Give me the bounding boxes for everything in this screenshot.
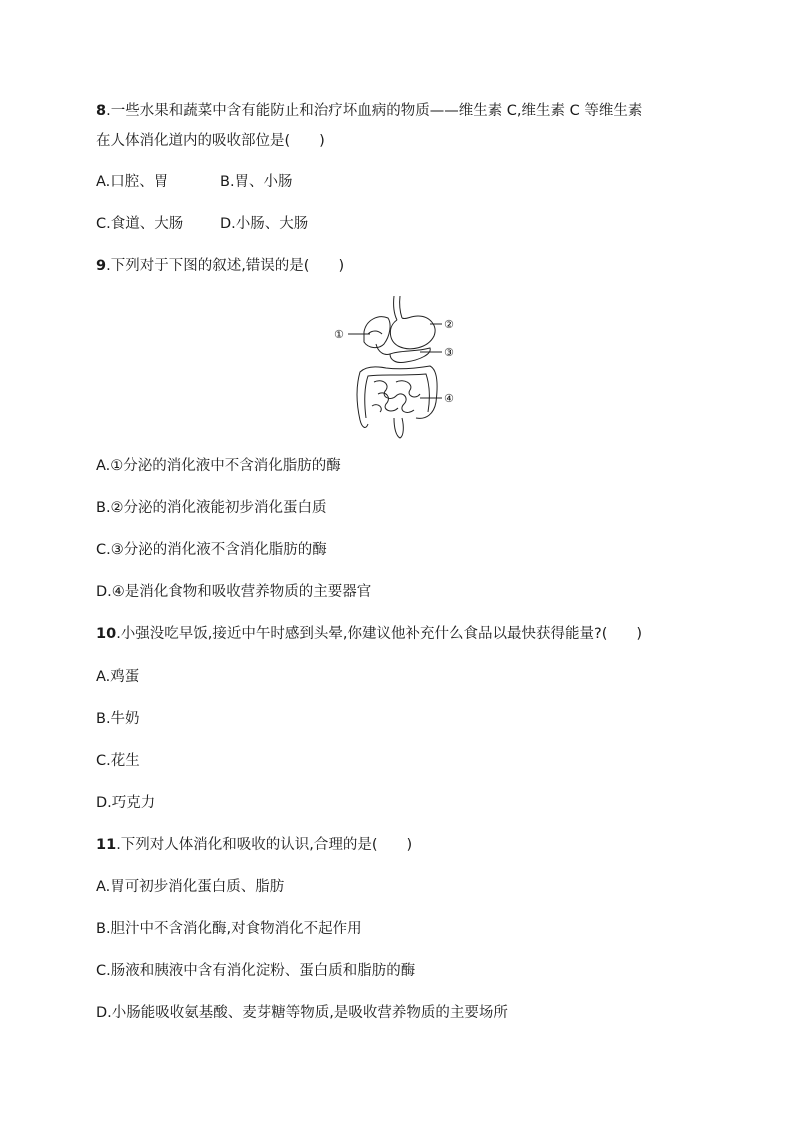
question-11-option-c[interactable]: C.肠液和胰液中含有消化淀粉、蛋白质和脂肪的酶 [96, 963, 416, 979]
question-number: 9 [96, 258, 107, 274]
question-stem-text: .下列对人体消化和吸收的认识,合理的是( ) [116, 837, 413, 853]
question-10-stem [96, 624, 642, 644]
question-8-stem-line-2: 在人体消化道内的吸收部位是( ) [96, 133, 325, 149]
question-number: 10 [96, 626, 117, 642]
figure-label-2: ② [444, 318, 454, 331]
question-10-option-b[interactable]: B.牛奶 [96, 711, 140, 727]
figure-label-1: ① [334, 328, 344, 341]
question-10-option-c[interactable]: C.花生 [96, 753, 140, 769]
figure-label-4: ④ [444, 392, 454, 405]
question-number: 11 [96, 837, 117, 853]
question-11-option-d[interactable]: D.小肠能吸收氨基酸、麦芽糖等物质,是吸收营养物质的主要场所 [96, 1005, 508, 1021]
question-stem-text: .小强没吃早饭,接近中午时感到头晕,你建议他补充什么食品以最快获得能量?( ) [116, 626, 643, 642]
question-11-option-b[interactable]: B.胆汁中不含消化酶,对食物消化不起作用 [96, 921, 362, 937]
question-10-option-a[interactable]: A.鸡蛋 [96, 669, 140, 685]
question-9-stem [96, 256, 344, 276]
question-11-option-a[interactable]: A.胃可初步消化蛋白质、脂肪 [96, 879, 285, 895]
question-stem-text: .下列对于下图的叙述,错误的是( ) [106, 258, 345, 274]
figure-label-3: ③ [444, 346, 454, 359]
question-9-option-d[interactable]: D.④是消化食物和吸收营养物质的主要器官 [96, 584, 372, 600]
question-8-option-a[interactable]: A.口腔、胃 [96, 174, 169, 190]
question-9-option-b[interactable]: B.②分泌的消化液能初步消化蛋白质 [96, 500, 327, 516]
question-9-option-a[interactable]: A.①分泌的消化液中不含消化脂肪的酶 [96, 458, 341, 474]
question-11-stem [96, 835, 412, 855]
question-number: 8 [96, 103, 107, 119]
digestive-system-diagram [330, 290, 465, 440]
question-8-option-d[interactable]: D.小肠、大肠 [220, 216, 309, 232]
question-8-option-c[interactable]: C.食道、大肠 [96, 216, 184, 232]
question-8-stem-line-1 [96, 101, 642, 121]
question-8-option-b[interactable]: B.胃、小肠 [220, 174, 293, 190]
question-stem-text: .一些水果和蔬菜中含有能防止和治疗坏血病的物质——维生素 C,维生素 C 等维生素 [106, 103, 643, 119]
question-9-option-c[interactable]: C.③分泌的消化液不含消化脂肪的酶 [96, 542, 327, 558]
question-10-option-d[interactable]: D.巧克力 [96, 795, 156, 811]
